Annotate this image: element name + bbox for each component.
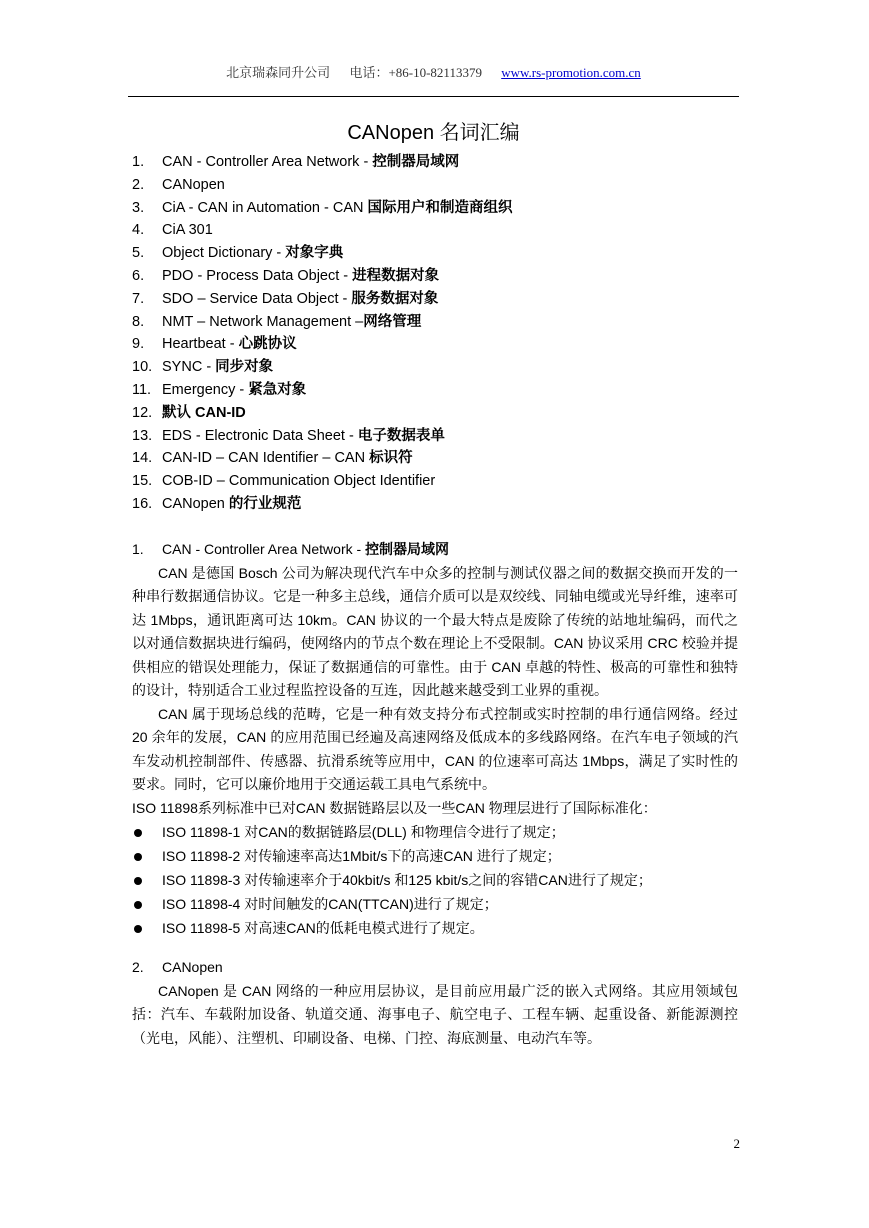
toc-item: 16. CANopen 的行业规范 [132,495,302,512]
bullet-icon [134,925,142,933]
bullet-list [132,820,738,940]
header-divider [128,96,739,97]
company-name: 北京瑞森同升公司 [226,65,331,80]
page-header [128,62,739,81]
toc-item: 2. CANopen [132,176,225,193]
paragraph: CAN 是德国 Bosch 公司为解决现代汽车中众多的控制与测试仪器之间的数据交换而开发的一种串行数据通信协议。它是一种多主总线，通信介质可以是双绞线、同轴电缆或光导纤维，速率可达 1Mbps，通讯距离可达 10km。CAN 协议的一个最大特点是废除了传统的站地址编码，而代之以对通信数据块进行编码，使网络内的节点个数在理论上不受限制。CAN 协议采用 CRC 校验并提供相应的错误处理能力，保证了数据通信的可靠性。由于 CAN 卓越的特性、极高的可靠性和独特的设计，特别适合工业过程监控设备的互连，因此越来越受到工业界的重视。 [132,564,738,698]
section-heading: 1. CAN - Controller Area Network - 控制器局域网 [132,541,450,557]
document-body [132,538,738,1050]
phone-number: 电话：+86-10-82113379 [349,65,482,80]
section-heading: 2. CANopen [132,959,223,975]
toc-item: 12. 默认 CAN-ID [132,404,246,421]
list-item: ISO 11898-2 对传输速率高达1Mbit/s下的高速CAN 进行了规定； [132,844,738,868]
list-item: ISO 11898-1 对CAN的数据链路层(DLL) 和物理信令进行了规定； [132,820,738,844]
document-title: CANopen 名词汇编 [347,122,520,144]
paragraph: ISO 11898系列标准中已对CAN 数据链路层以及一些CAN 物理层进行了国际标准化： [132,799,657,816]
toc-item: 13. EDS - Electronic Data Sheet - 电子数据表单 [132,427,445,444]
bullet-icon [134,829,142,837]
website-link[interactable]: www.rs-promotion.com.cn [501,65,641,80]
list-item: ISO 11898-3 对传输速率介于40kbit/s 和125 kbit/s之间的容错CAN进行了规定； [132,868,738,892]
paragraph: CAN 属于现场总线的范畴，它是一种有效支持分布式控制或实时控制的串行通信网络。经过 20 余年的发展，CAN 的应用范围已经遍及高速网络及低成本的多线路网络。在汽车电子领域的汽车发动机控制部件、传感器、抗滑系统等应用中，CAN 的位速率可高达 1Mbps，满足了实时性的要求。同时，它可以廉价地用于交通运载工具电气系统中。 [132,705,738,792]
toc-item: 9. Heartbeat - 心跳协议 [132,336,297,353]
bullet-icon [134,853,142,861]
paragraph: CANopen 是 CAN 网络的一种应用层协议，是目前应用最广泛的嵌入式网络。其应用领域包括：汽车、车载附加设备、轨道交通、海事电子、航空电子、工程车辆、起重设备、新能源测控（光电，风能）、注塑机、印刷设备、电梯、门控、海底测量、电动汽车等。 [132,982,738,1046]
toc-item: 11. Emergency - 紧急对象 [132,381,307,398]
toc-item: 10. SYNC - 同步对象 [132,359,274,376]
toc-item: 15. COB-ID – Communication Object Identifier [132,473,436,490]
toc-item: 7. SDO – Service Data Object - 服务数据对象 [132,290,439,307]
toc-item: 1. CAN - Controller Area Network - 控制器局域网 [132,154,460,170]
list-item: ISO 11898-4 对时间触发的CAN(TTCAN)进行了规定； [132,892,738,916]
list-item: ISO 11898-5 对高速CAN的低耗电模式进行了规定。 [132,916,738,940]
table-of-contents [132,151,742,516]
bullet-icon [134,877,142,885]
bullet-icon [134,901,142,909]
toc-item: 4. CiA 301 [132,222,213,239]
toc-item: 14. CAN-ID – CAN Identifier – CAN 标识符 [132,450,413,467]
toc-item: 6. PDO - Process Data Object - 进程数据对象 [132,267,440,284]
toc-item: 5. Object Dictionary - 对象字典 [132,245,344,262]
page-number: 2 [733,1136,740,1151]
toc-item: 3. CiA - CAN in Automation - CAN 国际用户和制造商组织 [132,199,513,216]
toc-item: 8. NMT – Network Management –网络管理 [132,313,422,330]
